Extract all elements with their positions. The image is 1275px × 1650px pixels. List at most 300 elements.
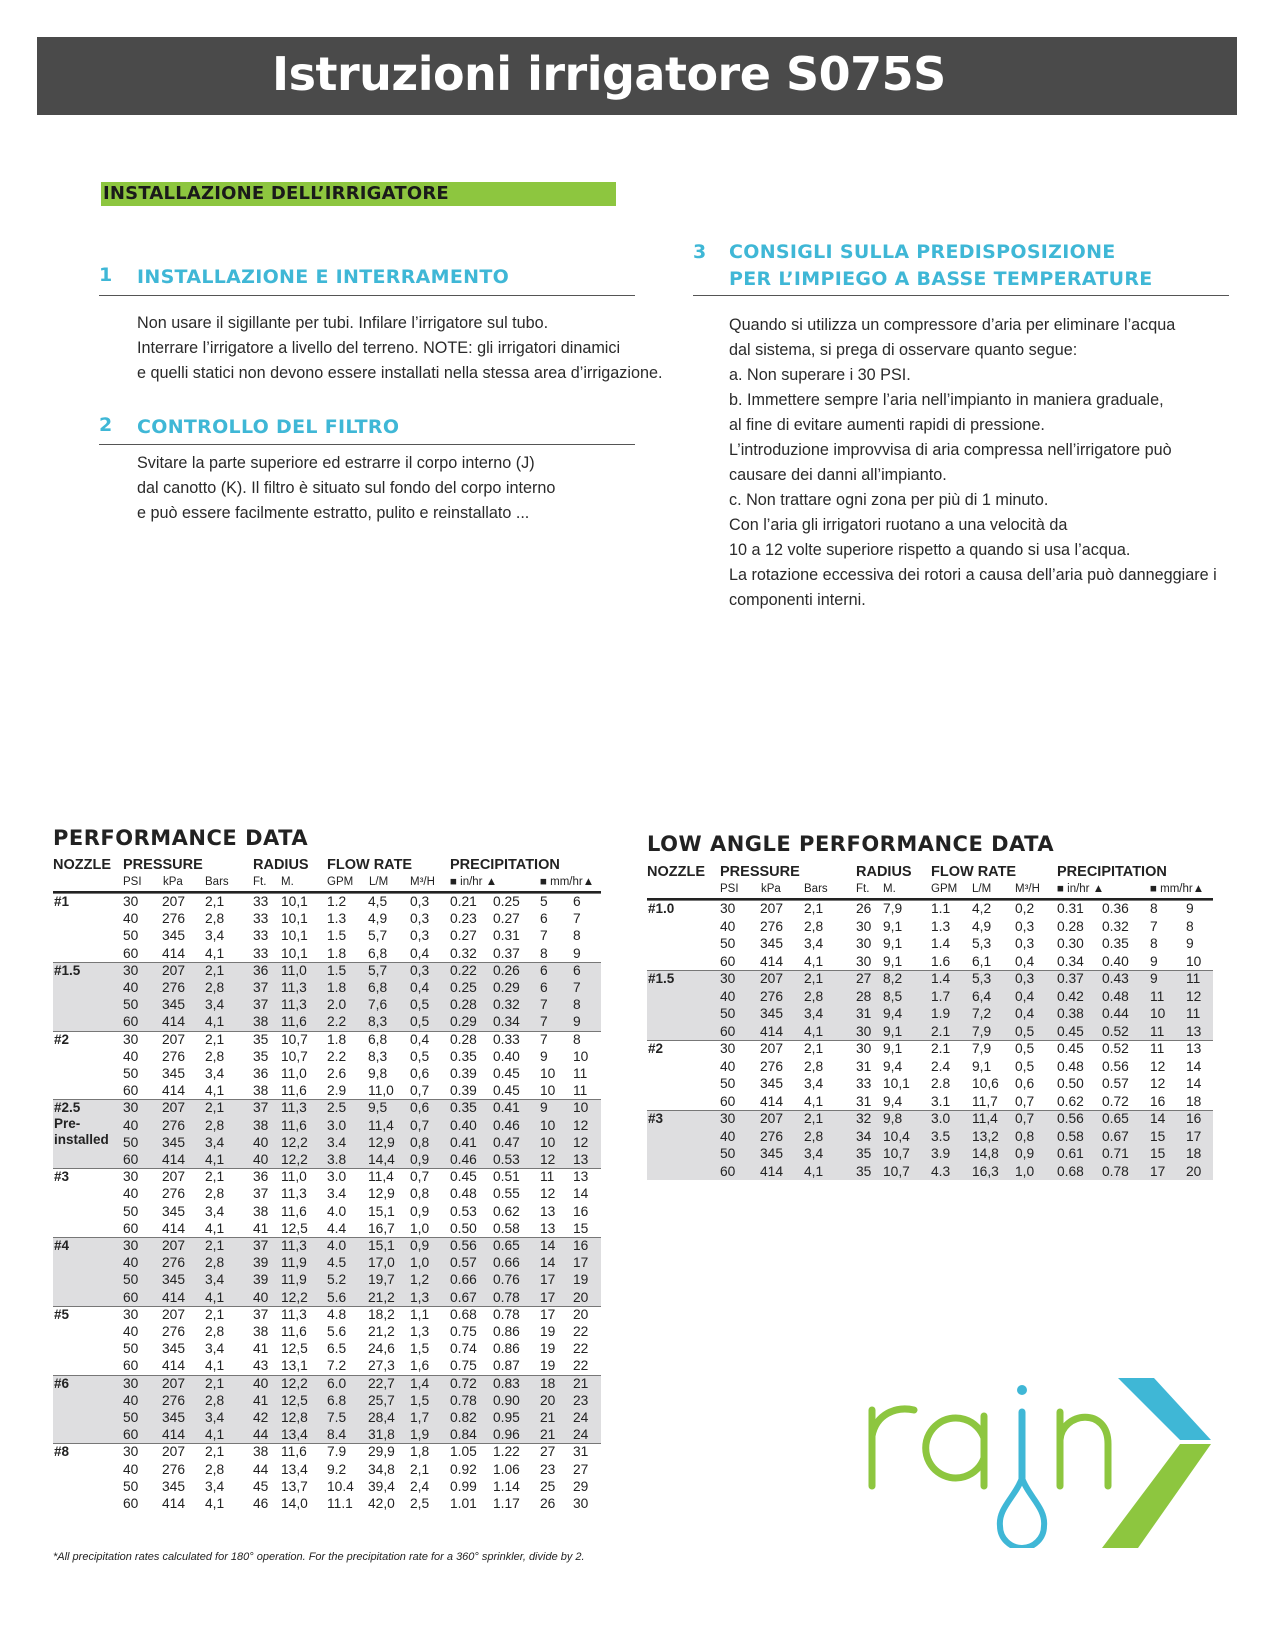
table-cell: 7,9 xyxy=(972,1023,992,1039)
table-cell: 9 xyxy=(573,945,581,961)
nozzle-label: #5 xyxy=(54,1306,70,1322)
table-cell: 45 xyxy=(253,1478,269,1494)
table-cell: 1,0 xyxy=(410,1255,430,1271)
table-row xyxy=(647,1145,1213,1162)
table-cell: 0.37 xyxy=(1057,971,1084,986)
table-cell: 0,5 xyxy=(410,997,430,1013)
table-cell: 24 xyxy=(573,1409,589,1425)
table-cell: 0.36 xyxy=(1102,901,1129,916)
table-cell: 0,3 xyxy=(410,962,430,978)
table-cell: 0.32 xyxy=(493,997,520,1013)
table-subheader: ■ mm/hr▲ xyxy=(1150,883,1205,895)
table-subheader: GPM xyxy=(931,883,958,895)
table-cell: 20 xyxy=(1186,1163,1202,1179)
table-row xyxy=(53,996,601,1013)
nozzle-group xyxy=(53,893,601,962)
table-cell: 6 xyxy=(540,962,548,978)
table-cell: 50 xyxy=(720,1146,736,1161)
logo-chevron-bottom xyxy=(1102,1444,1211,1548)
table-cell: 8,3 xyxy=(368,1048,388,1064)
table-row xyxy=(647,953,1213,970)
table-cell: 33 xyxy=(253,945,269,961)
table-cell: 9,1 xyxy=(883,953,903,969)
table-cell: 2.1 xyxy=(931,1041,951,1056)
table-row xyxy=(647,1163,1213,1180)
table-cell: 2,8 xyxy=(205,1461,225,1477)
table-cell: 36 xyxy=(253,962,269,978)
table-cell: 21 xyxy=(540,1427,556,1443)
table-cell: 1.5 xyxy=(327,962,347,978)
table-cell: 22,7 xyxy=(368,1375,395,1391)
table-cell: 40 xyxy=(123,1255,139,1271)
table-cell: 23 xyxy=(573,1392,589,1408)
table-cell: 7,9 xyxy=(883,901,903,916)
table-cell: 0.35 xyxy=(450,1100,477,1116)
table-cell: 10 xyxy=(1150,1006,1166,1021)
table-cell: 27,3 xyxy=(368,1358,395,1374)
section-3-title-line: CONSIGLI SULLA PREDISPOSIZIONE xyxy=(729,241,1116,263)
table-header: RADIUS xyxy=(253,857,309,873)
table-row xyxy=(53,1220,601,1237)
table-cell: 7,6 xyxy=(368,997,388,1013)
table-cell: 0.31 xyxy=(493,928,520,944)
table-cell: 50 xyxy=(720,1006,736,1021)
section-1-number: 1 xyxy=(99,264,113,286)
table-cell: 0.66 xyxy=(493,1255,520,1271)
table-cell: 0.75 xyxy=(450,1358,477,1374)
table-cell: 3,4 xyxy=(205,997,225,1013)
table-cell: 11,3 xyxy=(281,1100,307,1116)
section-3-line: dal sistema, si prega di osservare quanto segue: xyxy=(729,341,1078,359)
table-cell: 345 xyxy=(162,1478,186,1494)
table-cell: 9,1 xyxy=(883,936,903,951)
table-cell: 0.44 xyxy=(1102,1006,1129,1021)
table-header: PRECIPITATION xyxy=(1057,864,1167,880)
table-cell: 11,4 xyxy=(368,1169,394,1185)
table-cell: 7 xyxy=(573,911,581,927)
table-cell: 0.56 xyxy=(1102,1058,1129,1074)
table-cell: 0,4 xyxy=(1015,953,1035,969)
table-cell: 15 xyxy=(1150,1146,1166,1161)
table-subheader: M³/H xyxy=(1015,883,1040,895)
table-cell: 0.56 xyxy=(450,1238,477,1253)
section-3-line: causare dei danni all’impianto. xyxy=(729,466,947,484)
table-cell: 4,1 xyxy=(205,1220,225,1236)
table-cell: 30 xyxy=(720,1041,736,1056)
table-cell: 16,7 xyxy=(368,1220,395,1236)
table-cell: 11 xyxy=(1150,1023,1165,1039)
table-cell: 0,3 xyxy=(1015,936,1035,951)
table-cell: 4,1 xyxy=(205,1151,225,1167)
table-cell: 0.27 xyxy=(450,928,477,944)
table-cell: 0.48 xyxy=(1102,988,1129,1004)
table-cell: 11,6 xyxy=(281,1083,307,1099)
table-cell: 6 xyxy=(573,894,581,909)
table-cell: 20 xyxy=(540,1392,556,1408)
low-angle-table xyxy=(647,864,1233,1204)
table-cell: 13 xyxy=(1186,1023,1202,1039)
table-cell: 4,1 xyxy=(804,1023,824,1039)
table-cell: 6 xyxy=(540,979,548,995)
table-subheader: kPa xyxy=(761,883,781,895)
table-cell: 0,3 xyxy=(410,894,430,909)
table-cell: 17,0 xyxy=(368,1255,395,1271)
table-cell: 345 xyxy=(162,1409,186,1425)
table-row xyxy=(53,1134,601,1151)
table-cell: 2,1 xyxy=(205,1100,225,1116)
rain-logo xyxy=(866,1378,1211,1548)
rain-logo-mark xyxy=(872,1385,1108,1548)
table-cell: 9,8 xyxy=(883,1111,903,1126)
table-cell: 28,4 xyxy=(368,1409,395,1425)
table-subheader: PSI xyxy=(123,876,142,888)
table-cell: 1.8 xyxy=(327,945,347,961)
table-cell: 27 xyxy=(856,971,872,986)
table-cell: 37 xyxy=(253,997,269,1013)
table-cell: 12,2 xyxy=(281,1289,308,1305)
table-cell: 16 xyxy=(573,1238,589,1253)
table-cell: 12,5 xyxy=(281,1220,308,1236)
table-cell: 12 xyxy=(540,1186,556,1202)
table-cell: 1,9 xyxy=(410,1427,430,1443)
table-cell: 1.8 xyxy=(327,979,347,995)
table-cell: 2,1 xyxy=(804,971,824,986)
table-subheader: Bars xyxy=(205,876,229,888)
page-title: Istruzioni irrigatore S075S xyxy=(272,47,946,101)
table-row xyxy=(53,1031,601,1048)
table-cell: 16,3 xyxy=(972,1163,999,1179)
nozzle-group xyxy=(53,1031,601,1100)
table-cell: 15 xyxy=(1150,1128,1166,1144)
table-cell: 1,1 xyxy=(410,1306,430,1322)
table-subheader: M³/H xyxy=(410,876,435,888)
table-cell: 345 xyxy=(162,1341,186,1357)
table-cell: 24,6 xyxy=(368,1341,395,1357)
table-cell: 29,9 xyxy=(368,1444,395,1460)
table-cell: 276 xyxy=(162,1117,186,1133)
table-cell: 0.78 xyxy=(450,1392,477,1408)
table-cell: 19,7 xyxy=(368,1272,395,1288)
table-row xyxy=(53,1306,601,1323)
table-cell: 0.75 xyxy=(450,1323,477,1339)
table-cell: 12 xyxy=(540,1151,556,1167)
table-cell: 10,4 xyxy=(883,1128,910,1144)
table-cell: 2,8 xyxy=(205,1186,225,1202)
table-cell: 3,4 xyxy=(205,1478,225,1494)
table-cell: 2,1 xyxy=(205,1444,225,1460)
section-2-title xyxy=(137,414,399,441)
table-cell: 345 xyxy=(162,997,186,1013)
table-cell: 0.37 xyxy=(493,945,520,961)
table-cell: 12,5 xyxy=(281,1341,308,1357)
section-2-body xyxy=(137,451,555,526)
section-2-title-line: CONTROLLO DEL FILTRO xyxy=(137,416,400,438)
section-3-number: 3 xyxy=(693,241,707,263)
table-row xyxy=(53,1357,601,1374)
table-cell: 36 xyxy=(253,1065,269,1081)
table-cell: 0.34 xyxy=(493,1014,520,1030)
table-cell: 276 xyxy=(162,1255,186,1271)
table-cell: 10,1 xyxy=(281,911,308,927)
table-cell: 6,8 xyxy=(368,1031,388,1047)
table-cell: 41 xyxy=(253,1220,269,1236)
table-cell: 9.2 xyxy=(327,1461,347,1477)
table-cell: 10 xyxy=(540,1134,556,1150)
table-cell: 9 xyxy=(1150,971,1158,986)
table-cell: 2,8 xyxy=(205,1117,225,1133)
table-cell: 2,8 xyxy=(804,1058,824,1074)
table-cell: 11,0 xyxy=(368,1083,394,1099)
table-cell: 2.1 xyxy=(931,1023,951,1039)
table-cell: 0,5 xyxy=(1015,1058,1035,1074)
table-cell: 0,4 xyxy=(410,945,430,961)
table-subheader: ■ in/hr ▲ xyxy=(1057,883,1105,895)
table-cell: 6,8 xyxy=(368,945,388,961)
table-cell: 0.31 xyxy=(1057,901,1084,916)
table-cell: 8 xyxy=(1150,936,1158,951)
table-cell: 26 xyxy=(856,901,872,916)
table-cell: 0.78 xyxy=(493,1289,520,1305)
table-cell: 3,4 xyxy=(205,1134,225,1150)
table-cell: 60 xyxy=(720,953,736,969)
table-cell: 42 xyxy=(253,1409,269,1425)
table-cell: 1.01 xyxy=(450,1495,477,1511)
performance-table-title: PERFORMANCE DATA xyxy=(53,826,309,850)
table-cell: 3.4 xyxy=(327,1134,347,1150)
table-cell: 50 xyxy=(123,1478,139,1494)
table-cell: 14 xyxy=(540,1255,556,1271)
table-cell: 276 xyxy=(162,1323,186,1339)
table-cell: 276 xyxy=(760,988,784,1004)
table-cell: 40 xyxy=(123,1323,139,1339)
table-cell: 38 xyxy=(253,1444,269,1460)
table-cell: 30 xyxy=(856,918,872,934)
nozzle-label: #1 xyxy=(54,894,70,909)
table-cell: 14 xyxy=(1150,1111,1166,1126)
table-cell: 9,8 xyxy=(368,1065,388,1081)
table-row xyxy=(53,945,601,962)
table-cell: 27 xyxy=(540,1444,556,1460)
table-cell: 0,4 xyxy=(410,1031,430,1047)
table-cell: 207 xyxy=(162,1169,186,1185)
section-3-body xyxy=(729,313,1217,613)
section-2-rule xyxy=(99,444,635,445)
table-cell: 9 xyxy=(573,1014,581,1030)
table-cell: 2,1 xyxy=(205,1238,225,1253)
table-cell: 7,9 xyxy=(972,1041,992,1056)
table-cell: 0.47 xyxy=(493,1134,520,1150)
table-cell: 4.5 xyxy=(327,1255,347,1271)
nozzle-group xyxy=(647,1040,1213,1110)
table-cell: 60 xyxy=(720,1023,736,1039)
table-row xyxy=(647,1023,1213,1040)
table-cell: 10 xyxy=(1186,953,1202,969)
table-cell: 5.6 xyxy=(327,1289,347,1305)
table-subheader: kPa xyxy=(163,876,183,888)
table-cell: 60 xyxy=(123,1289,139,1305)
table-cell: 9,4 xyxy=(883,1006,903,1021)
table-cell: 40 xyxy=(123,911,139,927)
table-cell: 1,0 xyxy=(1015,1163,1035,1179)
table-row xyxy=(647,935,1213,952)
table-cell: 0.40 xyxy=(450,1117,477,1133)
table-cell: 0,5 xyxy=(1015,1023,1035,1039)
table-cell: 0,4 xyxy=(1015,1006,1035,1021)
table-cell: 10,1 xyxy=(281,928,308,944)
table-cell: 0.55 xyxy=(493,1186,520,1202)
table-cell: 1.2 xyxy=(327,894,347,909)
nozzle-label: #2 xyxy=(54,1031,70,1047)
table-cell: 22 xyxy=(573,1323,589,1339)
table-cell: 40 xyxy=(253,1151,269,1167)
table-cell: 27 xyxy=(573,1461,589,1477)
table-cell: 0.65 xyxy=(1102,1111,1129,1126)
table-cell: 3.8 xyxy=(327,1151,347,1167)
table-cell: 276 xyxy=(162,1186,186,1202)
table-cell: 276 xyxy=(162,1392,186,1408)
table-cell: 0.50 xyxy=(1057,1076,1084,1091)
table-cell: 13,7 xyxy=(281,1478,308,1494)
table-cell: 0.26 xyxy=(493,962,520,978)
table-cell: 0.68 xyxy=(450,1306,477,1322)
table-row xyxy=(53,1237,601,1254)
table-cell: 11,7 xyxy=(972,1093,998,1109)
table-cell: 345 xyxy=(760,1146,784,1161)
table-cell: 31 xyxy=(856,1058,872,1074)
table-cell: 2,1 xyxy=(804,1111,824,1126)
table-cell: 3,4 xyxy=(804,1006,824,1021)
table-cell: 1.9 xyxy=(931,1006,951,1021)
table-cell: 2,8 xyxy=(205,1392,225,1408)
table-cell: 1.05 xyxy=(450,1444,477,1460)
table-cell: 0,3 xyxy=(1015,918,1035,934)
table-cell: 7,2 xyxy=(972,1006,992,1021)
table-cell: 0.90 xyxy=(493,1392,520,1408)
table-cell: 5,3 xyxy=(972,971,992,986)
table-row xyxy=(647,988,1213,1005)
table-cell: 11,0 xyxy=(281,962,307,978)
table-cell: 0.45 xyxy=(1057,1023,1084,1039)
table-cell: 207 xyxy=(162,1375,186,1391)
table-cell: 18,2 xyxy=(368,1306,395,1322)
table-cell: 0.68 xyxy=(1057,1163,1084,1179)
table-cell: 4,1 xyxy=(205,1427,225,1443)
table-cell: 4.0 xyxy=(327,1203,347,1219)
table-cell: 0.53 xyxy=(450,1203,477,1219)
table-cell: 21,2 xyxy=(368,1289,395,1305)
table-cell: 11 xyxy=(1150,988,1165,1004)
table-cell: 0.65 xyxy=(493,1238,520,1253)
table-header: NOZZLE xyxy=(53,857,111,873)
table-row xyxy=(53,1323,601,1340)
table-cell: 2.6 xyxy=(327,1065,347,1081)
installation-heading: INSTALLAZIONE DELL’IRRIGATORE xyxy=(101,182,616,206)
table-cell: 13,4 xyxy=(281,1427,308,1443)
table-cell: 12,8 xyxy=(281,1409,308,1425)
table-cell: 37 xyxy=(253,1186,269,1202)
table-cell: 11,3 xyxy=(281,1186,307,1202)
table-cell: 345 xyxy=(162,1272,186,1288)
table-cell: 38 xyxy=(253,1014,269,1030)
table-cell: 207 xyxy=(760,971,784,986)
table-cell: 0.87 xyxy=(493,1358,520,1374)
table-cell: 35 xyxy=(253,1048,269,1064)
table-row xyxy=(53,1048,601,1065)
table-cell: 26 xyxy=(540,1495,556,1511)
table-cell: 8,2 xyxy=(883,971,903,986)
table-cell: 60 xyxy=(123,1014,139,1030)
table-cell: 14,4 xyxy=(368,1151,395,1167)
table-cell: 41 xyxy=(253,1341,269,1357)
table-cell: 0,7 xyxy=(410,1083,430,1099)
table-cell: 1.06 xyxy=(493,1461,520,1477)
table-row xyxy=(53,910,601,927)
table-cell: 38 xyxy=(253,1117,269,1133)
table-cell: 60 xyxy=(123,1220,139,1236)
table-cell: 15,1 xyxy=(368,1238,395,1253)
table-cell: 40 xyxy=(720,1128,736,1144)
table-cell: 1,3 xyxy=(410,1323,430,1339)
nozzle-label: #3 xyxy=(54,1169,70,1185)
table-cell: 13 xyxy=(540,1220,556,1236)
table-cell: 4,1 xyxy=(205,1014,225,1030)
table-row xyxy=(53,1426,601,1443)
table-cell: 1.3 xyxy=(327,911,347,927)
table-subheader: M. xyxy=(281,876,294,888)
table-cell: 3,4 xyxy=(804,1076,824,1091)
table-cell: 2.2 xyxy=(327,1014,347,1030)
table-cell: 2,1 xyxy=(205,894,225,909)
table-cell: 0.62 xyxy=(493,1203,520,1219)
table-cell: 11 xyxy=(1150,1041,1165,1056)
table-cell: 50 xyxy=(123,1134,139,1150)
table-cell: 0.72 xyxy=(450,1375,477,1391)
table-cell: 2,1 xyxy=(804,1041,824,1056)
table-cell: 414 xyxy=(162,1220,186,1236)
table-cell: 20 xyxy=(573,1306,589,1322)
table-cell: 39 xyxy=(253,1255,269,1271)
table-cell: 0,5 xyxy=(1015,1041,1035,1056)
table-cell: 37 xyxy=(253,1100,269,1116)
table-cell: 22 xyxy=(573,1358,589,1374)
table-cell: 0.27 xyxy=(493,911,520,927)
table-cell: 1,5 xyxy=(410,1392,430,1408)
table-cell: 4,1 xyxy=(205,1358,225,1374)
table-cell: 0,8 xyxy=(1015,1128,1035,1144)
table-cell: 0.38 xyxy=(1057,1006,1084,1021)
table-cell: 2,1 xyxy=(410,1461,430,1477)
table-cell: 10,7 xyxy=(883,1146,910,1161)
table-cell: 11 xyxy=(573,1065,588,1081)
table-cell: 14 xyxy=(573,1186,589,1202)
table-row xyxy=(647,1005,1213,1022)
table-cell: 37 xyxy=(253,979,269,995)
table-cell: 9 xyxy=(1150,953,1158,969)
table-cell: 60 xyxy=(123,945,139,961)
table-cell: 0.46 xyxy=(493,1117,520,1133)
section-3-line: Con l’aria gli irrigatori ruotano a una velocità da xyxy=(729,516,1068,534)
nozzle-label: #4 xyxy=(54,1238,70,1253)
table-cell: 60 xyxy=(123,1083,139,1099)
table-cell: 32 xyxy=(856,1111,872,1126)
table-cell: 3.5 xyxy=(931,1128,951,1144)
table-cell: 8 xyxy=(540,945,548,961)
table-cell: 44 xyxy=(253,1461,269,1477)
table-cell: 0.78 xyxy=(1102,1163,1129,1179)
table-subheader: PSI xyxy=(720,883,739,895)
table-cell: 30 xyxy=(856,1023,872,1039)
table-cell: 1.7 xyxy=(931,988,951,1004)
